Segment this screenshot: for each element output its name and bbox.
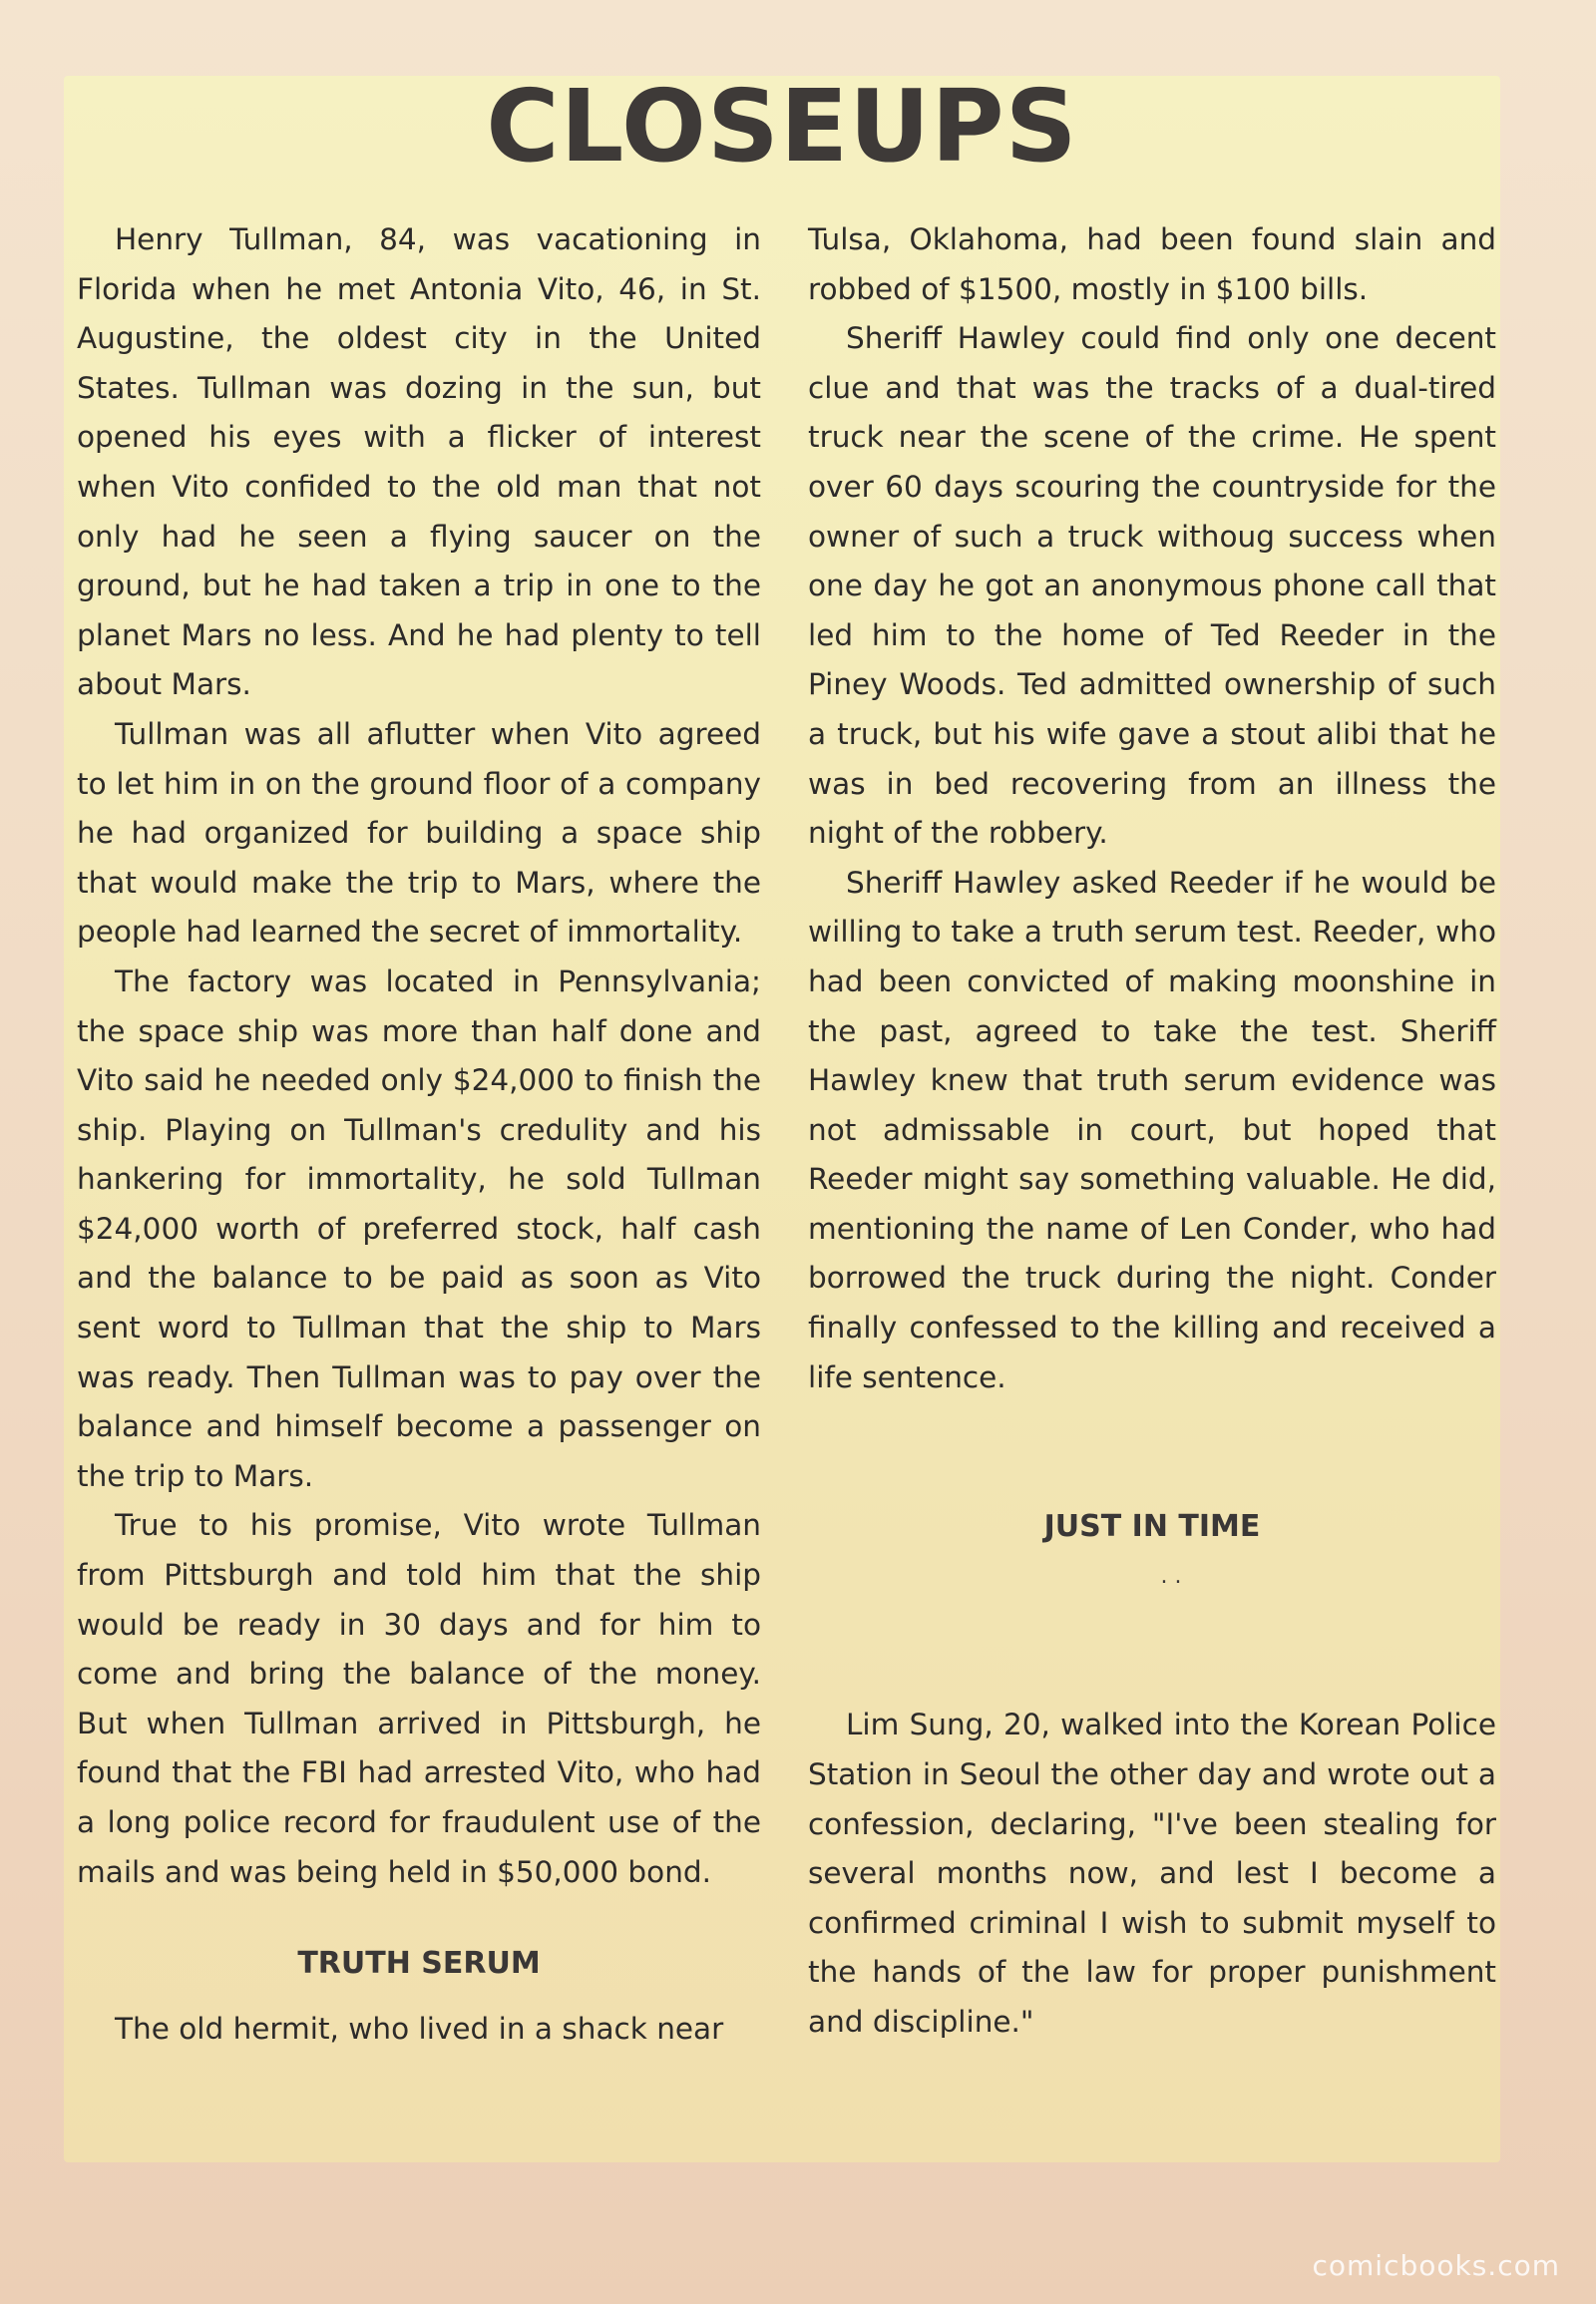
spacer xyxy=(77,1989,761,2005)
paragraph-tullman-company: Tullman was all aflutter when Vito agreed to let him in on the ground floor of a company he had organized for building a space ship that would make the trip to Mars, where the people had learned the secret of immortality. xyxy=(77,716,761,950)
page-title: CLOSEUPS xyxy=(486,68,1078,185)
heading-just-in-time: JUST IN TIME xyxy=(1043,1509,1261,1545)
paragraph-truth-serum-test: Sheriff Hawley asked Reeder if he would be willing to take a truth serum test. Reeder, who had been convicted of making moonshine in the past, agreed to take the test. Sheriff Hawley knew that truth serum evidence was not admissable in court, but hoped that Reeder might say something valuable. He did, mentioning the name of Len Conder, who had borrowed the truck during the night. Conder finally confessed to the killing and received a life sentence. xyxy=(808,865,1496,1394)
right-column xyxy=(808,215,1496,2048)
paragraph-hermit-continued: Tulsa, Oklahoma, had been found slain and robbed of $1500, mostly in $100 bills. xyxy=(808,222,1496,306)
left-column xyxy=(77,215,761,2054)
paragraph-lim-sung: Lim Sung, 20, walked into the Korean Police Station in Seoul the other day and wrote out a confession, declaring, "I've been stealing for several months now, and lest I become a confirmed criminal I wish to submit myself to the hands of the law for proper punishment and discipline." xyxy=(808,1708,1496,2039)
spacer xyxy=(808,1601,1496,1701)
paragraph-hermit-start: The old hermit, who lived in a shack near xyxy=(115,2011,724,2046)
heading-truth-serum: TRUTH SERUM xyxy=(297,1946,541,1982)
watermark-text: comicbooks.com xyxy=(1312,2249,1560,2282)
paragraph-sheriff-clue: Sheriff Hawley could find only one decent clue and that was the tracks of a dual-tired truck near the scene of the crime. He spent over 60 days scouring the countryside for the owner of such a truck withoug success when one day he got an anonymous phone call that led him to the home of Ted Reeder in the Piney Woods. Ted admitted ownership of such a truck, but his wife gave a stout alibi that he was in bed recovering from an illness the night of the robbery. xyxy=(808,321,1496,851)
paragraph-tullman-stock: The factory was located in Pennsylvania; the space ship was more than half done and Vito said he needed only $24,000 to finish the ship. Playing on Tullman's credulity and his hankering for immortality, he sold Tullman $24,000 worth of preferred stock, half cash and the balance to be paid as soon as Vito sent word to Tullman that the ship to Mars was ready. Then Tullman was to pay over the balance and himself become a passenger on the trip to Mars. xyxy=(77,963,761,1493)
spacer xyxy=(808,1402,1496,1502)
paragraph-tullman-intro: Henry Tullman, 84, was vacationing in Florida when he met Antonia Vito, 46, in St. Augustine, the oldest city in the United States. Tullman was dozing in the sun, but opened his eyes with a flicker of interest when Vito confided to the old man that not only had he seen a flying saucer on the ground, but he had taken a trip in one to the planet Mars no less. And he had plenty to tell about Mars. xyxy=(77,222,761,702)
heading-dots: . . xyxy=(1160,1563,1182,1589)
paragraph-tullman-arrest: True to his promise, Vito wrote Tullman from Pittsburgh and told him that the ship would be ready in 30 days and for him to come and bring the balance of the money. But when Tullman arrived in Pittsburgh, he found that the FBI had arrested Vito, who had a long police record for fraudulent use of the mails and was being held in $50,000 bond. xyxy=(77,1508,761,1889)
spacer xyxy=(77,1897,761,1939)
